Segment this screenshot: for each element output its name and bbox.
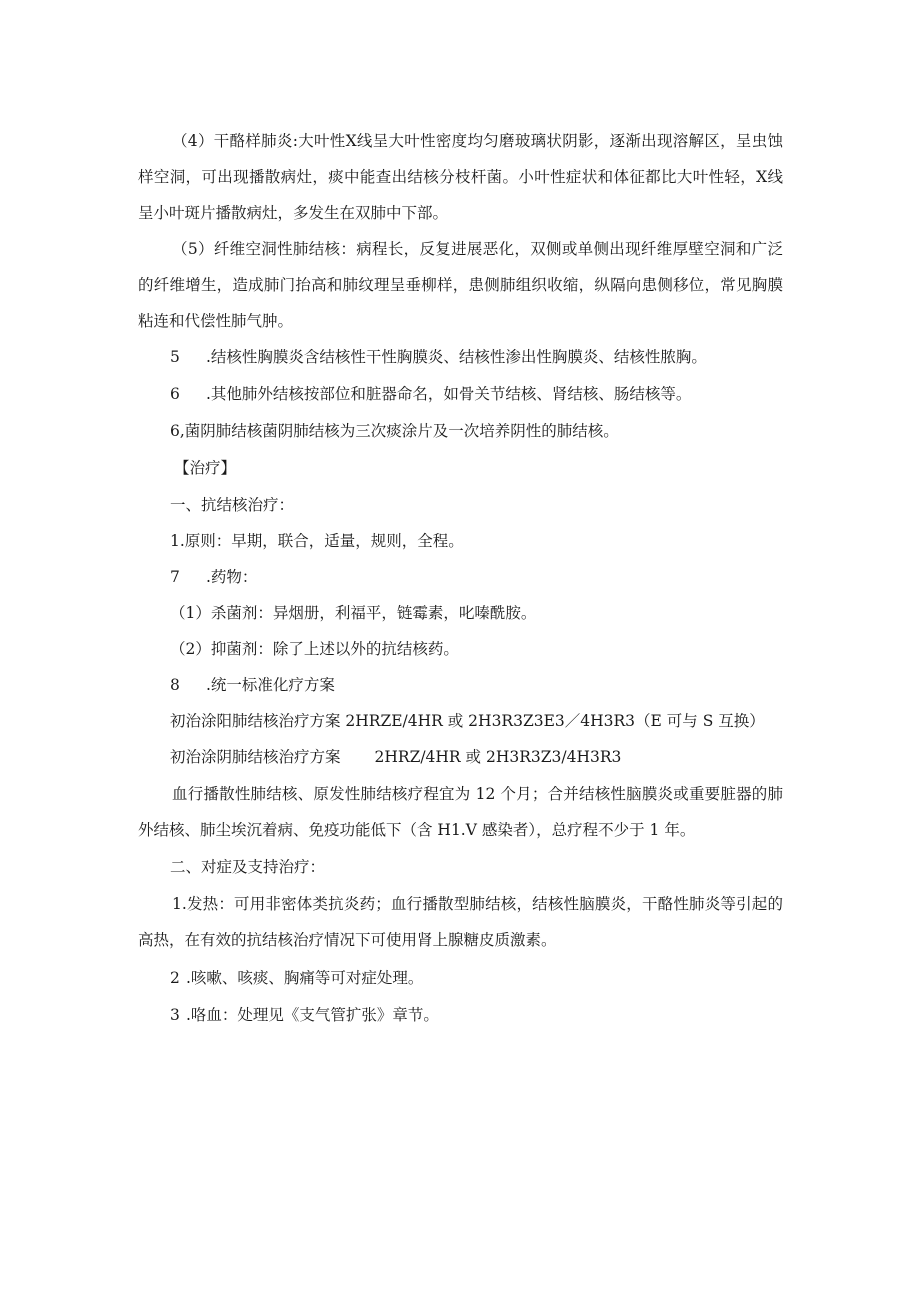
subheading-anti-tb: 一、抗结核治疗： [170, 496, 295, 514]
list-number: 2 [170, 969, 180, 987]
paragraph-duration: 血行播散性肺结核、原发性肺结核疗程宜为 12 个月；合并结核性脑膜炎或重要脏器的肺外结核、肺尘埃沉着病、免疫功能低下（含 H1.V 感染者），总疗程不少于 1 年。 [138, 785, 783, 839]
list-text: .其他肺外结核按部位和脏器命名，如骨关节结核、肾结核、肠结核等。 [206, 385, 692, 403]
drug-bacteriostatic: （2）抑菌剂：除了上述以外的抗结核药。 [170, 640, 459, 658]
drug-bactericidal: （1）杀菌剂：异烟册，利福平，链霉素，叱嗪酰胺。 [170, 604, 537, 622]
paragraph-fibrocavitary-tb: （5）纤维空洞性肺结核：病程长，反复进展恶化，双侧或单侧出现纤维厚壁空洞和广泛的纤维增生，造成肺门抬高和肺纹理呈垂柳样，患侧肺组织收缩，纵隔向患侧移位，常见胸膜粘连和代偿性肺气肿。 [138, 240, 783, 330]
list-item-7 [170, 566, 257, 588]
list-item-5 [170, 346, 707, 368]
subheading-symptomatic: 二、对症及支持治疗： [170, 858, 326, 876]
list-text: .咯血：处理见《支气管扩张》章节。 [186, 1006, 439, 1024]
list-number: 5 [170, 348, 180, 366]
list-text: .统一标准化疗方案 [206, 676, 335, 694]
list-item-hemoptysis [170, 1004, 439, 1026]
list-number: 8 [170, 676, 180, 694]
list-text: .结核性胸膜炎含结核性干性胸膜炎、结核性渗出性胸膜炎、结核性脓胸。 [206, 348, 707, 366]
section-title-treatment: 【治疗】 [174, 459, 237, 477]
scheme-smear-negative [170, 746, 621, 768]
paragraph-caseous-pneumonia: （4）干酪样肺炎:大叶性X线呈大叶性密度均匀磨玻璃状阴影，逐渐出现溶解区，呈虫蚀样空洞，可出现播散病灶，痰中能查出结核分枝杆菌。小叶性症状和体征都比大叶性轻，X线呈小叶斑片播散病灶，多发生在双肺中下部。 [138, 132, 783, 222]
list-number: 6 [170, 385, 180, 403]
principle-line: 1.原则：早期，联合，适量，规则，全程。 [170, 532, 464, 550]
list-number: 7 [170, 568, 180, 586]
scheme-smear-positive: 初治涂阳肺结核治疗方案 2HRZE/4HR 或 2H3R3Z3E3／4H3R3（E 可与 S 互换） [170, 712, 765, 730]
list-item-8 [170, 674, 335, 696]
list-text: .咳嗽、咳痰、胸痛等可对症处理。 [186, 969, 424, 987]
list-text: .药物： [206, 568, 258, 586]
list-item-6b: 6,菌阴肺结核菌阴肺结核为三次痰涂片及一次培养阴性的肺结核。 [170, 422, 619, 440]
list-item-6 [170, 383, 691, 405]
list-number: 3 [170, 1006, 180, 1024]
scheme-value: 2HRZ/4HR 或 2H3R3Z3/4H3R3 [374, 748, 622, 766]
scheme-label: 初治涂阴肺结核治疗方案 [170, 748, 341, 766]
paragraph-fever: 1.发热：可用非密体类抗炎药；血行播散型肺结核，结核性脑膜炎，干酪性肺炎等引起的高热，在有效的抗结核治疗情况下可使用肾上腺糖皮质激素。 [138, 895, 783, 949]
list-item-cough [170, 967, 423, 989]
